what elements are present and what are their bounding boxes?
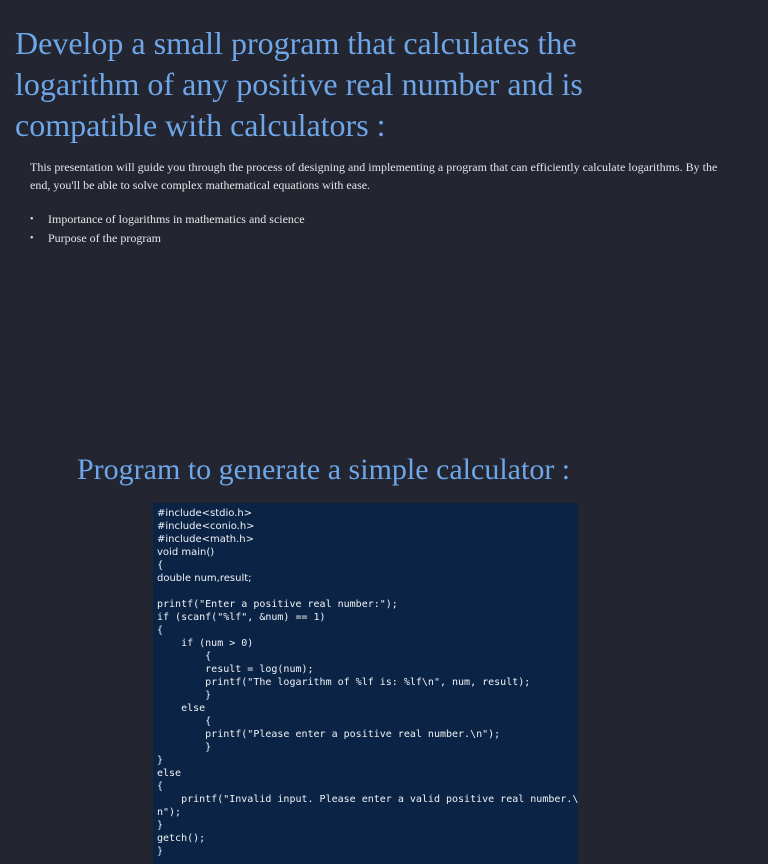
code-line: {: [157, 781, 164, 792]
code-line: }: [157, 690, 212, 701]
intro-paragraph: This presentation will guide you through the process of designing and implementing a program that can efficiently calculate logarithms. By the end, you'll be able to solve complex mathematical equations with ease.: [30, 160, 718, 192]
code-line: [157, 585, 574, 598]
bullet-dot-icon: •: [30, 214, 34, 225]
code-line: else: [157, 703, 206, 714]
code-line: }: [157, 742, 212, 753]
code-line: void main(): [157, 547, 215, 558]
bullet-item: [30, 210, 305, 229]
code-line: {: [157, 625, 164, 636]
code-line: #include<math.h>: [157, 534, 255, 545]
code-line: result = log(num);: [157, 664, 314, 675]
bullet-text: Purpose of the program: [48, 231, 161, 245]
bullet-text: Importance of logarithms in mathematics and science: [48, 212, 305, 226]
code-line: }: [157, 846, 164, 857]
code-line: #include<conio.h>: [157, 521, 255, 532]
bullet-dot-icon: •: [30, 233, 34, 244]
code-line: printf("The logarithm of %lf is: %lf\n", num, result);: [157, 677, 531, 688]
code-line: printf("Invalid input. Please enter a valid positive real number.\: [157, 794, 578, 805]
code-line: {: [157, 716, 212, 727]
code-line: printf("Enter a positive real number:");: [157, 599, 398, 610]
section-title: Program to generate a simple calculator :: [77, 453, 571, 486]
code-line: if (scanf("%lf", &num) == 1): [157, 612, 326, 623]
code-line: n");: [157, 807, 182, 818]
code-line: }: [157, 755, 164, 766]
code-line: printf("Please enter a positive real number.\n");: [157, 729, 501, 740]
code-line: double num,result;: [157, 573, 252, 584]
code-line: else: [157, 768, 182, 779]
code-line: }: [157, 820, 164, 831]
slide-title: Develop a small program that calculates the logarithm of any positive real number and is compatible with calculators :: [15, 25, 583, 143]
code-block: [153, 503, 578, 864]
bullet-item: [30, 229, 305, 248]
code-line: if (num > 0): [157, 638, 254, 649]
bullet-list: [30, 210, 305, 248]
code-line: getch();: [157, 833, 206, 844]
code-line: #include<stdio.h>: [157, 508, 253, 519]
code-line: {: [157, 560, 164, 571]
code-line: {: [157, 651, 212, 662]
